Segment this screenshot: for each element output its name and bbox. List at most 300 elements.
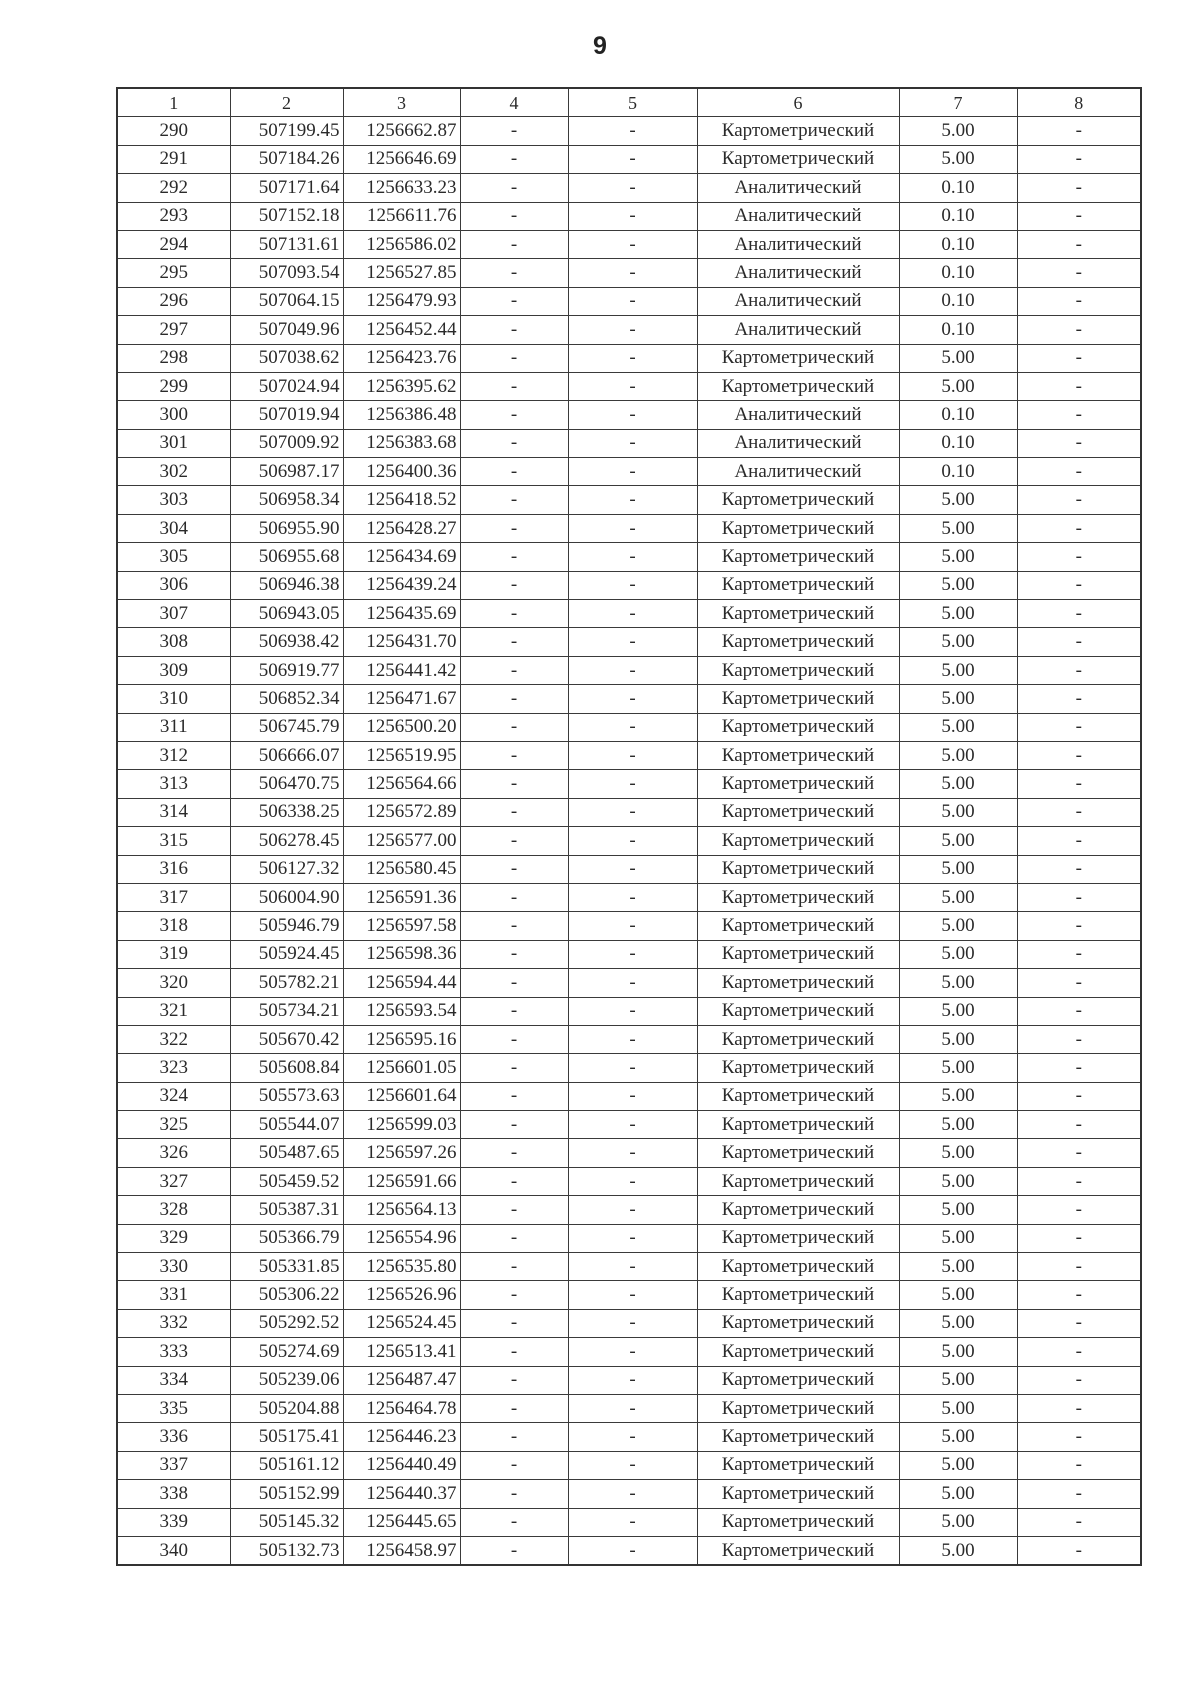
cell-y-coordinate: 1256526.96 <box>343 1281 460 1309</box>
cell-point-number: 293 <box>117 202 230 230</box>
cell-col-8: - <box>1017 600 1141 628</box>
cell-accuracy: 5.00 <box>899 713 1017 741</box>
cell-col-5: - <box>568 458 697 486</box>
header-col-5: 5 <box>568 88 697 117</box>
cell-col-8: - <box>1017 741 1141 769</box>
cell-col-5: - <box>568 600 697 628</box>
cell-accuracy: 0.10 <box>899 230 1017 258</box>
cell-x-coordinate: 505161.12 <box>230 1451 343 1479</box>
cell-x-coordinate: 505239.06 <box>230 1366 343 1394</box>
cell-point-number: 298 <box>117 344 230 372</box>
table-row <box>117 344 1141 372</box>
cell-point-number: 324 <box>117 1082 230 1110</box>
cell-col-4: - <box>460 940 568 968</box>
cell-y-coordinate: 1256633.23 <box>343 174 460 202</box>
cell-col-8: - <box>1017 230 1141 258</box>
cell-col-8: - <box>1017 827 1141 855</box>
cell-col-5: - <box>568 174 697 202</box>
cell-point-number: 326 <box>117 1139 230 1167</box>
cell-y-coordinate: 1256445.65 <box>343 1508 460 1536</box>
cell-y-coordinate: 1256580.45 <box>343 855 460 883</box>
cell-method: Картометрический <box>697 1394 899 1422</box>
cell-method: Картометрический <box>697 1451 899 1479</box>
cell-point-number: 299 <box>117 372 230 400</box>
cell-col-8: - <box>1017 1480 1141 1508</box>
cell-method: Картометрический <box>697 1082 899 1110</box>
cell-col-5: - <box>568 543 697 571</box>
cell-col-5: - <box>568 344 697 372</box>
cell-x-coordinate: 506938.42 <box>230 628 343 656</box>
cell-x-coordinate: 507171.64 <box>230 174 343 202</box>
cell-accuracy: 5.00 <box>899 145 1017 173</box>
cell-col-4: - <box>460 1082 568 1110</box>
cell-accuracy: 5.00 <box>899 969 1017 997</box>
cell-col-5: - <box>568 1111 697 1139</box>
cell-col-4: - <box>460 1394 568 1422</box>
cell-method: Картометрический <box>697 997 899 1025</box>
cell-accuracy: 0.10 <box>899 259 1017 287</box>
cell-y-coordinate: 1256527.85 <box>343 259 460 287</box>
cell-y-coordinate: 1256434.69 <box>343 543 460 571</box>
cell-col-4: - <box>460 230 568 258</box>
cell-point-number: 334 <box>117 1366 230 1394</box>
cell-method: Картометрический <box>697 1111 899 1139</box>
cell-col-5: - <box>568 259 697 287</box>
table-row <box>117 316 1141 344</box>
cell-col-8: - <box>1017 458 1141 486</box>
cell-col-4: - <box>460 344 568 372</box>
cell-method: Картометрический <box>697 1338 899 1366</box>
cell-col-4: - <box>460 1224 568 1252</box>
header-col-7: 7 <box>899 88 1017 117</box>
table-row <box>117 1536 1141 1565</box>
cell-method: Картометрический <box>697 1536 899 1565</box>
cell-method: Аналитический <box>697 174 899 202</box>
cell-point-number: 323 <box>117 1054 230 1082</box>
cell-col-8: - <box>1017 174 1141 202</box>
cell-accuracy: 5.00 <box>899 1508 1017 1536</box>
table-row <box>117 656 1141 684</box>
cell-point-number: 330 <box>117 1253 230 1281</box>
cell-accuracy: 5.00 <box>899 600 1017 628</box>
cell-x-coordinate: 505487.65 <box>230 1139 343 1167</box>
cell-col-8: - <box>1017 486 1141 514</box>
cell-point-number: 309 <box>117 656 230 684</box>
cell-method: Аналитический <box>697 316 899 344</box>
cell-accuracy: 5.00 <box>899 1111 1017 1139</box>
table-row <box>117 202 1141 230</box>
cell-y-coordinate: 1256428.27 <box>343 514 460 542</box>
table-row <box>117 259 1141 287</box>
cell-col-4: - <box>460 1366 568 1394</box>
cell-col-8: - <box>1017 1253 1141 1281</box>
cell-method: Картометрический <box>697 543 899 571</box>
cell-col-8: - <box>1017 855 1141 883</box>
cell-x-coordinate: 506987.17 <box>230 458 343 486</box>
cell-col-5: - <box>568 202 697 230</box>
cell-col-4: - <box>460 912 568 940</box>
cell-col-4: - <box>460 1480 568 1508</box>
cell-x-coordinate: 507038.62 <box>230 344 343 372</box>
cell-col-4: - <box>460 628 568 656</box>
cell-method: Картометрический <box>697 628 899 656</box>
cell-y-coordinate: 1256439.24 <box>343 571 460 599</box>
cell-x-coordinate: 505670.42 <box>230 1025 343 1053</box>
cell-x-coordinate: 507199.45 <box>230 117 343 145</box>
cell-col-4: - <box>460 316 568 344</box>
cell-accuracy: 5.00 <box>899 117 1017 145</box>
cell-col-5: - <box>568 741 697 769</box>
cell-method: Картометрический <box>697 1508 899 1536</box>
cell-x-coordinate: 505544.07 <box>230 1111 343 1139</box>
cell-y-coordinate: 1256591.66 <box>343 1167 460 1195</box>
cell-accuracy: 5.00 <box>899 1025 1017 1053</box>
cell-col-8: - <box>1017 145 1141 173</box>
cell-col-4: - <box>460 685 568 713</box>
cell-point-number: 325 <box>117 1111 230 1139</box>
cell-point-number: 295 <box>117 259 230 287</box>
cell-x-coordinate: 506004.90 <box>230 883 343 911</box>
cell-y-coordinate: 1256597.58 <box>343 912 460 940</box>
cell-y-coordinate: 1256564.13 <box>343 1196 460 1224</box>
cell-y-coordinate: 1256423.76 <box>343 344 460 372</box>
cell-y-coordinate: 1256535.80 <box>343 1253 460 1281</box>
cell-col-8: - <box>1017 1423 1141 1451</box>
cell-col-8: - <box>1017 372 1141 400</box>
cell-y-coordinate: 1256601.05 <box>343 1054 460 1082</box>
cell-x-coordinate: 505608.84 <box>230 1054 343 1082</box>
cell-col-8: - <box>1017 543 1141 571</box>
table-row <box>117 1224 1141 1252</box>
cell-y-coordinate: 1256594.44 <box>343 969 460 997</box>
cell-col-5: - <box>568 1025 697 1053</box>
cell-point-number: 322 <box>117 1025 230 1053</box>
cell-y-coordinate: 1256435.69 <box>343 600 460 628</box>
cell-point-number: 338 <box>117 1480 230 1508</box>
cell-accuracy: 0.10 <box>899 401 1017 429</box>
cell-method: Аналитический <box>697 259 899 287</box>
cell-method: Картометрический <box>697 600 899 628</box>
cell-accuracy: 0.10 <box>899 429 1017 457</box>
cell-accuracy: 5.00 <box>899 912 1017 940</box>
cell-y-coordinate: 1256564.66 <box>343 770 460 798</box>
cell-col-5: - <box>568 969 697 997</box>
cell-y-coordinate: 1256395.62 <box>343 372 460 400</box>
cell-method: Картометрический <box>697 1281 899 1309</box>
cell-point-number: 335 <box>117 1394 230 1422</box>
cell-point-number: 313 <box>117 770 230 798</box>
cell-accuracy: 0.10 <box>899 458 1017 486</box>
cell-col-4: - <box>460 1196 568 1224</box>
cell-col-4: - <box>460 770 568 798</box>
cell-method: Картометрический <box>697 1224 899 1252</box>
cell-point-number: 316 <box>117 855 230 883</box>
cell-col-4: - <box>460 656 568 684</box>
cell-col-8: - <box>1017 287 1141 315</box>
table-row <box>117 1338 1141 1366</box>
table-row <box>117 1054 1141 1082</box>
table-row <box>117 1508 1141 1536</box>
cell-col-4: - <box>460 1139 568 1167</box>
cell-col-5: - <box>568 117 697 145</box>
cell-method: Картометрический <box>697 855 899 883</box>
cell-col-5: - <box>568 372 697 400</box>
cell-accuracy: 5.00 <box>899 883 1017 911</box>
cell-accuracy: 5.00 <box>899 1309 1017 1337</box>
cell-x-coordinate: 505145.32 <box>230 1508 343 1536</box>
cell-col-8: - <box>1017 912 1141 940</box>
cell-x-coordinate: 506919.77 <box>230 656 343 684</box>
cell-col-5: - <box>568 1167 697 1195</box>
table-row <box>117 1480 1141 1508</box>
cell-y-coordinate: 1256591.36 <box>343 883 460 911</box>
cell-col-4: - <box>460 117 568 145</box>
cell-point-number: 302 <box>117 458 230 486</box>
cell-col-8: - <box>1017 571 1141 599</box>
cell-point-number: 333 <box>117 1338 230 1366</box>
cell-col-4: - <box>460 1111 568 1139</box>
cell-col-4: - <box>460 543 568 571</box>
cell-method: Картометрический <box>697 1139 899 1167</box>
cell-accuracy: 5.00 <box>899 571 1017 599</box>
cell-col-5: - <box>568 685 697 713</box>
cell-x-coordinate: 505132.73 <box>230 1536 343 1565</box>
cell-method: Картометрический <box>697 372 899 400</box>
cell-col-5: - <box>568 1480 697 1508</box>
cell-x-coordinate: 505782.21 <box>230 969 343 997</box>
cell-x-coordinate: 507093.54 <box>230 259 343 287</box>
cell-x-coordinate: 507019.94 <box>230 401 343 429</box>
table-row <box>117 1139 1141 1167</box>
cell-method: Аналитический <box>697 458 899 486</box>
cell-col-4: - <box>460 372 568 400</box>
cell-accuracy: 0.10 <box>899 316 1017 344</box>
cell-col-4: - <box>460 969 568 997</box>
cell-col-5: - <box>568 1196 697 1224</box>
cell-accuracy: 5.00 <box>899 1536 1017 1565</box>
cell-y-coordinate: 1256611.76 <box>343 202 460 230</box>
cell-method: Картометрический <box>697 770 899 798</box>
table-row <box>117 1111 1141 1139</box>
header-col-6: 6 <box>697 88 899 117</box>
cell-x-coordinate: 505366.79 <box>230 1224 343 1252</box>
cell-col-4: - <box>460 1338 568 1366</box>
cell-accuracy: 5.00 <box>899 344 1017 372</box>
cell-y-coordinate: 1256400.36 <box>343 458 460 486</box>
cell-col-5: - <box>568 855 697 883</box>
cell-col-8: - <box>1017 1281 1141 1309</box>
cell-method: Картометрический <box>697 486 899 514</box>
table-row <box>117 1394 1141 1422</box>
cell-method: Картометрический <box>697 883 899 911</box>
cell-x-coordinate: 506955.90 <box>230 514 343 542</box>
cell-col-8: - <box>1017 1366 1141 1394</box>
cell-col-8: - <box>1017 1338 1141 1366</box>
cell-x-coordinate: 506470.75 <box>230 770 343 798</box>
cell-x-coordinate: 507009.92 <box>230 429 343 457</box>
table-row <box>117 1423 1141 1451</box>
cell-accuracy: 5.00 <box>899 1082 1017 1110</box>
cell-accuracy: 0.10 <box>899 174 1017 202</box>
table-row <box>117 486 1141 514</box>
cell-y-coordinate: 1256441.42 <box>343 656 460 684</box>
cell-method: Картометрический <box>697 1309 899 1337</box>
cell-col-5: - <box>568 401 697 429</box>
cell-y-coordinate: 1256471.67 <box>343 685 460 713</box>
cell-x-coordinate: 505152.99 <box>230 1480 343 1508</box>
cell-method: Картометрический <box>697 514 899 542</box>
cell-y-coordinate: 1256383.68 <box>343 429 460 457</box>
cell-col-8: - <box>1017 1451 1141 1479</box>
cell-accuracy: 5.00 <box>899 486 1017 514</box>
cell-y-coordinate: 1256458.97 <box>343 1536 460 1565</box>
cell-point-number: 328 <box>117 1196 230 1224</box>
cell-col-8: - <box>1017 628 1141 656</box>
cell-col-8: - <box>1017 1082 1141 1110</box>
cell-point-number: 339 <box>117 1508 230 1536</box>
cell-col-4: - <box>460 1536 568 1565</box>
cell-method: Картометрический <box>697 117 899 145</box>
cell-col-4: - <box>460 287 568 315</box>
cell-x-coordinate: 505331.85 <box>230 1253 343 1281</box>
cell-col-4: - <box>460 1253 568 1281</box>
cell-accuracy: 5.00 <box>899 741 1017 769</box>
table-row <box>117 571 1141 599</box>
table-row <box>117 543 1141 571</box>
cell-point-number: 290 <box>117 117 230 145</box>
table-body <box>117 117 1141 1565</box>
cell-col-4: - <box>460 883 568 911</box>
table-row <box>117 1253 1141 1281</box>
cell-point-number: 310 <box>117 685 230 713</box>
cell-accuracy: 5.00 <box>899 628 1017 656</box>
cell-method: Картометрический <box>697 1366 899 1394</box>
cell-col-8: - <box>1017 1309 1141 1337</box>
cell-y-coordinate: 1256464.78 <box>343 1394 460 1422</box>
table-row <box>117 174 1141 202</box>
cell-col-5: - <box>568 940 697 968</box>
header-col-3: 3 <box>343 88 460 117</box>
cell-point-number: 305 <box>117 543 230 571</box>
cell-y-coordinate: 1256446.23 <box>343 1423 460 1451</box>
header-col-8: 8 <box>1017 88 1141 117</box>
cell-method: Аналитический <box>697 202 899 230</box>
cell-x-coordinate: 506955.68 <box>230 543 343 571</box>
cell-accuracy: 5.00 <box>899 1253 1017 1281</box>
cell-col-4: - <box>460 401 568 429</box>
table-row <box>117 713 1141 741</box>
cell-col-5: - <box>568 912 697 940</box>
cell-point-number: 300 <box>117 401 230 429</box>
cell-method: Картометрический <box>697 912 899 940</box>
cell-y-coordinate: 1256524.45 <box>343 1309 460 1337</box>
table-row <box>117 117 1141 145</box>
cell-x-coordinate: 505292.52 <box>230 1309 343 1337</box>
cell-point-number: 332 <box>117 1309 230 1337</box>
cell-col-4: - <box>460 798 568 826</box>
cell-x-coordinate: 505204.88 <box>230 1394 343 1422</box>
cell-x-coordinate: 507024.94 <box>230 372 343 400</box>
cell-col-4: - <box>460 174 568 202</box>
cell-col-4: - <box>460 458 568 486</box>
cell-x-coordinate: 506946.38 <box>230 571 343 599</box>
cell-y-coordinate: 1256646.69 <box>343 145 460 173</box>
cell-method: Картометрический <box>697 656 899 684</box>
cell-method: Картометрический <box>697 827 899 855</box>
cell-method: Аналитический <box>697 230 899 258</box>
header-col-1: 1 <box>117 88 230 117</box>
cell-col-4: - <box>460 827 568 855</box>
table-row <box>117 514 1141 542</box>
cell-col-8: - <box>1017 514 1141 542</box>
cell-x-coordinate: 506127.32 <box>230 855 343 883</box>
cell-accuracy: 5.00 <box>899 798 1017 826</box>
table-row <box>117 1366 1141 1394</box>
cell-point-number: 315 <box>117 827 230 855</box>
table-row <box>117 230 1141 258</box>
cell-col-4: - <box>460 997 568 1025</box>
cell-col-4: - <box>460 741 568 769</box>
cell-method: Картометрический <box>697 798 899 826</box>
cell-col-5: - <box>568 145 697 173</box>
cell-col-5: - <box>568 1394 697 1422</box>
cell-x-coordinate: 507184.26 <box>230 145 343 173</box>
cell-col-5: - <box>568 1139 697 1167</box>
cell-method: Картометрический <box>697 1196 899 1224</box>
cell-accuracy: 5.00 <box>899 1054 1017 1082</box>
table-row <box>117 145 1141 173</box>
cell-x-coordinate: 507064.15 <box>230 287 343 315</box>
table-row <box>117 600 1141 628</box>
table-row <box>117 401 1141 429</box>
table-row <box>117 458 1141 486</box>
cell-point-number: 292 <box>117 174 230 202</box>
cell-accuracy: 5.00 <box>899 1366 1017 1394</box>
cell-col-8: - <box>1017 1224 1141 1252</box>
cell-col-8: - <box>1017 1394 1141 1422</box>
cell-col-8: - <box>1017 940 1141 968</box>
header-col-2: 2 <box>230 88 343 117</box>
cell-method: Аналитический <box>697 429 899 457</box>
cell-y-coordinate: 1256431.70 <box>343 628 460 656</box>
cell-method: Картометрический <box>697 969 899 997</box>
cell-col-5: - <box>568 1253 697 1281</box>
cell-col-5: - <box>568 429 697 457</box>
cell-col-4: - <box>460 202 568 230</box>
cell-y-coordinate: 1256598.36 <box>343 940 460 968</box>
cell-col-5: - <box>568 798 697 826</box>
cell-y-coordinate: 1256500.20 <box>343 713 460 741</box>
cell-col-5: - <box>568 1054 697 1082</box>
cell-col-8: - <box>1017 1196 1141 1224</box>
cell-point-number: 312 <box>117 741 230 769</box>
cell-accuracy: 5.00 <box>899 1139 1017 1167</box>
cell-col-4: - <box>460 1423 568 1451</box>
cell-col-8: - <box>1017 1167 1141 1195</box>
cell-col-5: - <box>568 770 697 798</box>
cell-col-8: - <box>1017 713 1141 741</box>
cell-col-8: - <box>1017 316 1141 344</box>
cell-col-4: - <box>460 429 568 457</box>
cell-col-5: - <box>568 1281 697 1309</box>
cell-x-coordinate: 505306.22 <box>230 1281 343 1309</box>
cell-col-8: - <box>1017 429 1141 457</box>
cell-x-coordinate: 505175.41 <box>230 1423 343 1451</box>
cell-col-5: - <box>568 1508 697 1536</box>
cell-y-coordinate: 1256440.37 <box>343 1480 460 1508</box>
cell-col-8: - <box>1017 656 1141 684</box>
cell-accuracy: 5.00 <box>899 1480 1017 1508</box>
